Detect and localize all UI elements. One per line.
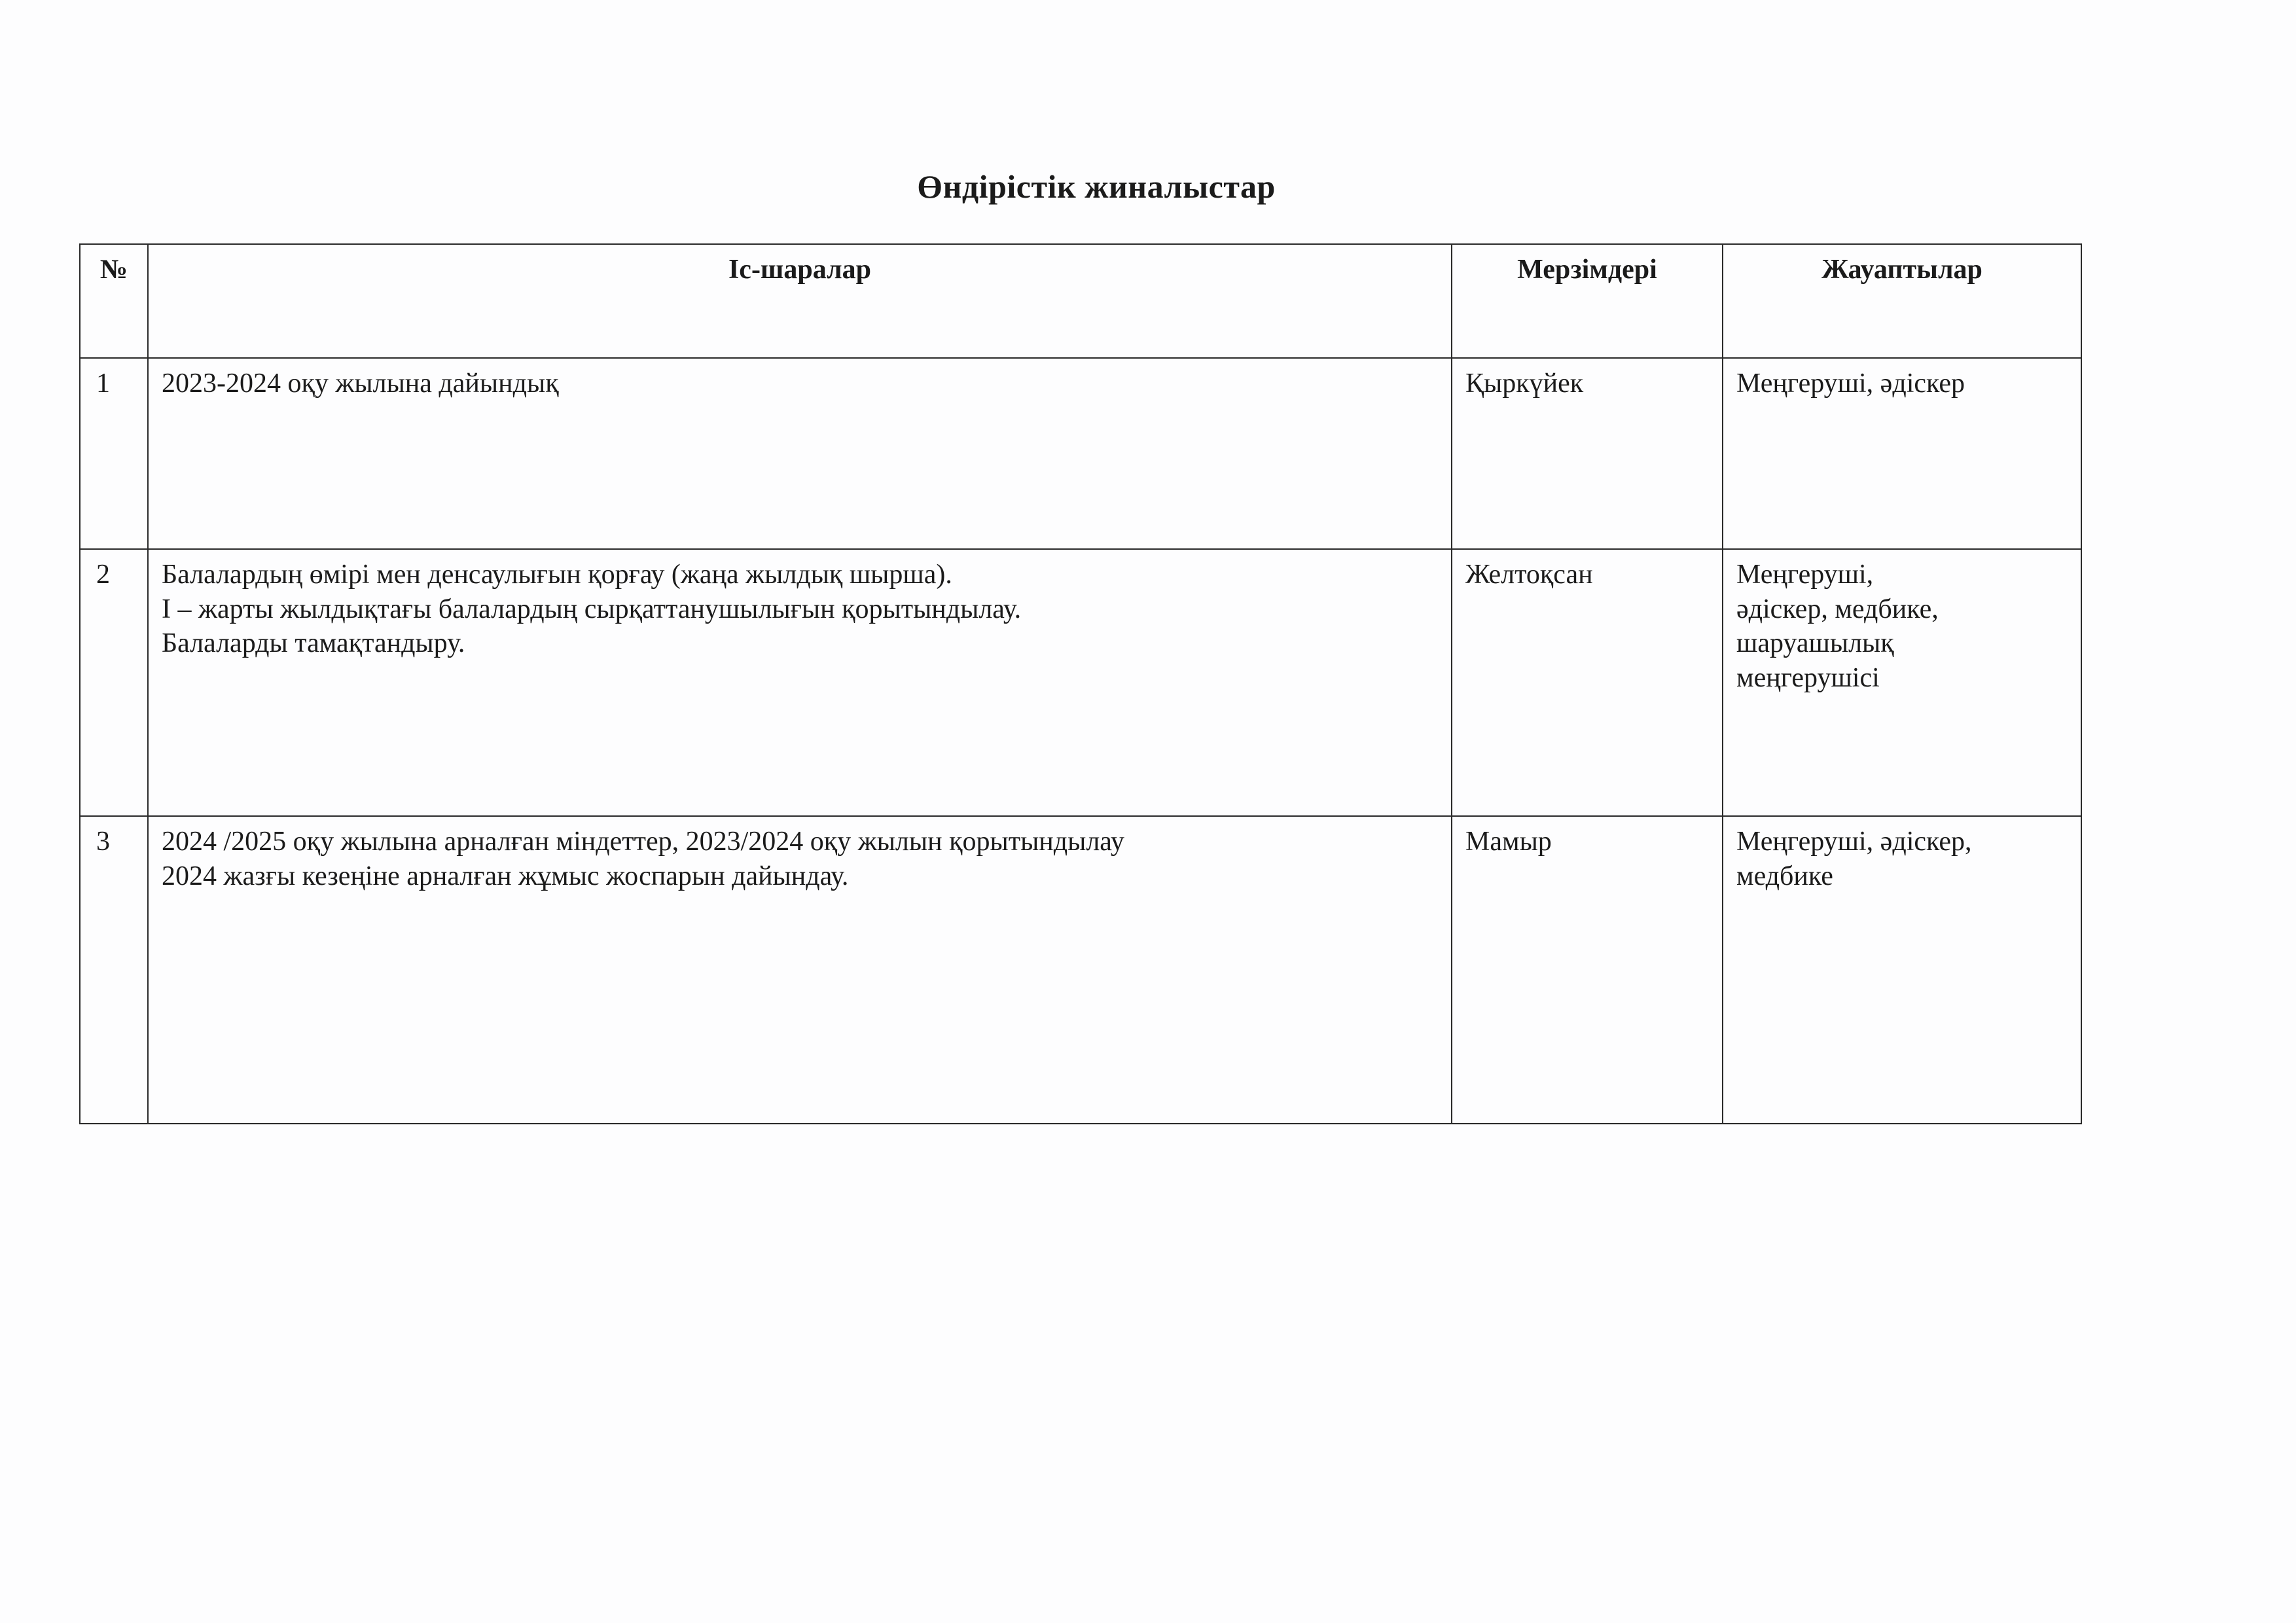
activity-line: 2024 жазғы кезеңіне арналған жұмыс жоспарын дайындау. (162, 861, 849, 891)
responsible-line: Меңгеруші, әдіскер, (1736, 827, 1972, 857)
header-dates: Мерзімдері (1452, 244, 1723, 358)
meetings-table (79, 243, 2082, 1124)
document-title: Өндірістік жиналыстар (917, 168, 1276, 205)
table-row (80, 549, 2081, 816)
responsible-line: меңгерушісі (1736, 662, 1880, 693)
responsible-line: Меңгеруші, әдіскер (1736, 368, 1965, 399)
row-number-cell: 1 (80, 358, 148, 549)
activity-line: Балалардың өмірі мен денсаулығын қорғау (жаңа жылдық шырша). (162, 560, 952, 590)
table-row (80, 358, 2081, 549)
table-header-row (80, 244, 2081, 358)
table-row (80, 816, 2081, 1124)
row-activities-cell (148, 358, 1452, 549)
row-number-cell: 2 (80, 549, 148, 816)
row-date-cell: Желтоқсан (1452, 549, 1723, 816)
activity-line: 2023-2024 оқу жылына дайындық (162, 368, 559, 399)
row-date-cell: Мамыр (1452, 816, 1723, 1124)
row-activities-cell (148, 549, 1452, 816)
responsible-line: Меңгеруші, (1736, 560, 1874, 590)
activity-line: Балаларды тамақтандыру. (162, 628, 465, 658)
responsible-line: шаруашылық (1736, 628, 1894, 658)
activity-line: І – жарты жылдықтағы балалардың сырқаттанушылығын қорытындылау. (162, 594, 1022, 624)
header-activities: Іс-шаралар (148, 244, 1452, 358)
header-responsible: Жауаптылар (1723, 244, 2081, 358)
row-number-cell: 3 (80, 816, 148, 1124)
row-responsible-cell (1723, 816, 2081, 1124)
row-responsible-cell (1723, 549, 2081, 816)
row-date-cell: Қыркүйек (1452, 358, 1723, 549)
activity-line: 2024 /2025 оқу жылына арналған міндеттер, 2023/2024 оқу жылын қорытындылау (162, 827, 1124, 857)
header-number: № (80, 244, 148, 358)
responsible-line: медбике (1736, 861, 1833, 891)
row-activities-cell (148, 816, 1452, 1124)
row-responsible-cell (1723, 358, 2081, 549)
responsible-line: әдіскер, медбике, (1736, 594, 1939, 624)
